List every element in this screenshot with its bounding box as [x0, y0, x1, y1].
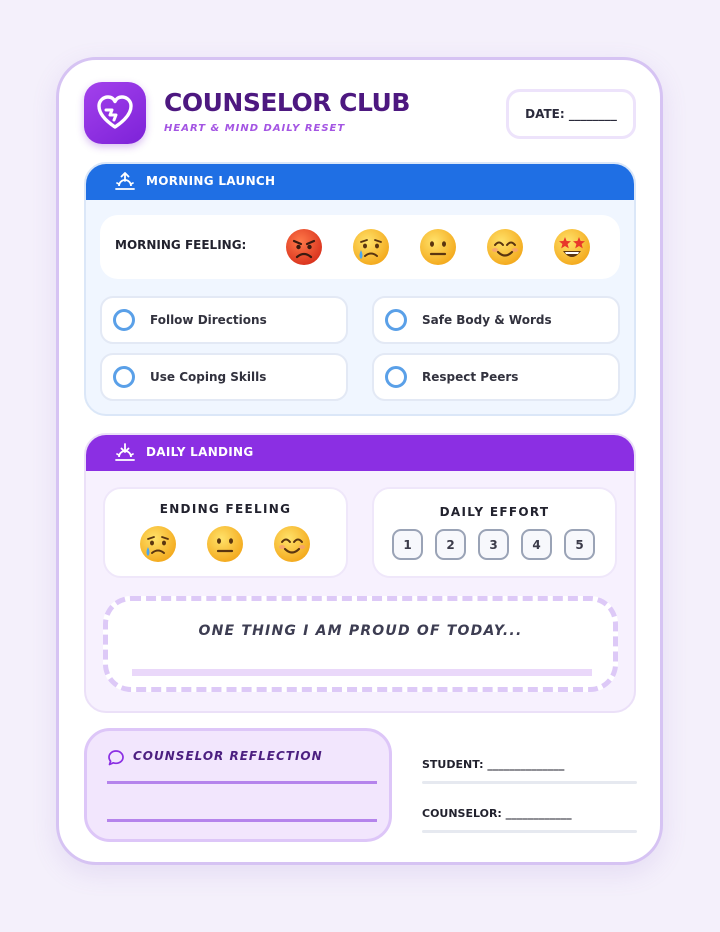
- proud-of-today-box[interactable]: [103, 596, 618, 692]
- neutral-face-icon[interactable]: [206, 525, 244, 563]
- goal-label: Respect Peers: [422, 370, 519, 384]
- goal-item[interactable]: [100, 353, 348, 401]
- goal-item[interactable]: [100, 296, 348, 344]
- page-title: COUNSELOR CLUB: [164, 88, 410, 117]
- crying-face-icon[interactable]: [352, 228, 390, 266]
- writing-line: [132, 669, 592, 676]
- reflection-title: COUNSELOR REFLECTION: [133, 749, 323, 763]
- effort-option-3[interactable]: 3: [478, 529, 509, 560]
- ending-feeling-label: ENDING FEELING: [159, 502, 292, 516]
- counselor-reflection-box[interactable]: [84, 728, 392, 842]
- sunset-icon: [114, 441, 136, 463]
- writing-line: [107, 819, 377, 822]
- counselor-signature-field[interactable]: COUNSELOR: ____________: [422, 807, 572, 820]
- proud-prompt: ONE THING I AM PROUD OF TODAY...: [198, 623, 523, 639]
- effort-option-2[interactable]: 2: [435, 529, 466, 560]
- goal-item[interactable]: [372, 296, 620, 344]
- page-subtitle: HEART & MIND DAILY RESET: [164, 123, 346, 134]
- morning-launch-header: [86, 164, 634, 200]
- smiling-face-icon[interactable]: [486, 228, 524, 266]
- daily-landing-title: DAILY LANDING: [146, 445, 254, 459]
- star-struck-face-icon[interactable]: [553, 228, 591, 266]
- neutral-face-icon[interactable]: [419, 228, 457, 266]
- goal-label: Follow Directions: [150, 313, 267, 327]
- morning-feeling-label: MORNING FEELING:: [115, 238, 247, 252]
- student-signature-field[interactable]: STUDENT: ______________: [422, 758, 565, 771]
- angry-face-icon[interactable]: [285, 228, 323, 266]
- sunrise-icon: [114, 170, 136, 192]
- effort-option-4[interactable]: 4: [521, 529, 552, 560]
- morning-launch-title: MORNING LAUNCH: [146, 174, 276, 188]
- checkbox-circle[interactable]: [113, 366, 135, 388]
- smiling-face-icon[interactable]: [273, 525, 311, 563]
- goal-label: Safe Body & Words: [422, 313, 552, 327]
- checkbox-circle[interactable]: [113, 309, 135, 331]
- writing-line: [107, 781, 377, 784]
- heart-logo-icon: [84, 82, 146, 144]
- date-field[interactable]: DATE: ________: [506, 89, 636, 139]
- checkbox-circle[interactable]: [385, 309, 407, 331]
- effort-option-5[interactable]: 5: [564, 529, 595, 560]
- goal-label: Use Coping Skills: [150, 370, 267, 384]
- checkbox-circle[interactable]: [385, 366, 407, 388]
- effort-option-1[interactable]: 1: [392, 529, 423, 560]
- speech-bubble-icon: [107, 749, 125, 767]
- goal-item[interactable]: [372, 353, 620, 401]
- daily-effort-label: DAILY EFFORT: [439, 505, 550, 519]
- divider: [422, 830, 637, 833]
- crying-face-icon[interactable]: [139, 525, 177, 563]
- daily-landing-header: [86, 435, 634, 471]
- divider: [422, 781, 637, 784]
